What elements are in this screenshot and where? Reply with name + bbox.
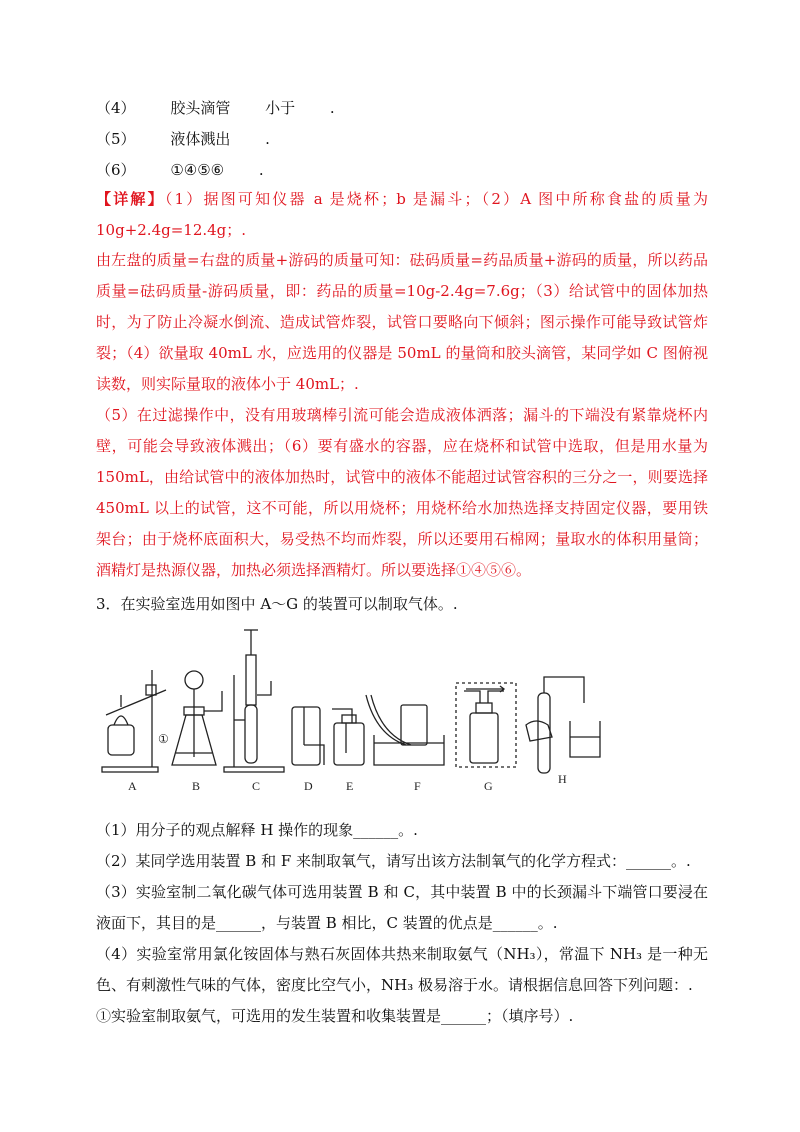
figure-label-g: G	[484, 779, 493, 793]
apparatus-c	[224, 630, 284, 772]
detail-tag: 【详解】	[96, 190, 165, 208]
question-3: （3）实验室制二氧化碳气体可选用装置 B 和 C，其中装置 B 中的长颈漏斗下端管口要浸在液面下，其目的是______，与装置 B 相比，C 装置的优点是______。.	[96, 883, 708, 932]
figure-label-c: C	[252, 779, 261, 793]
question-1: （1）用分子的观点解释 H 操作的现象______。.	[96, 821, 418, 839]
question-4-1: ①实验室制取氨气，可选用的发生装置和收集装置是______；（填序号）.	[96, 1007, 574, 1025]
apparatus-f	[366, 695, 444, 765]
question-4: （4）实验室常用氯化铵固体与熟石灰固体共热来制取氨气（NH₃），常温下 NH₃ 是一种无色、有刺激性气味的气体，密度比空气小，NH₃ 极易溶于水。请根据信息回答下列问题：.	[96, 945, 708, 994]
apparatus-d	[292, 707, 324, 765]
answer-dot: .	[329, 99, 335, 117]
apparatus-b	[172, 671, 222, 765]
apparatus-g	[456, 683, 516, 767]
apparatus-a	[102, 670, 166, 772]
answer-line-6	[96, 160, 264, 180]
answer-number: （4）	[96, 99, 136, 117]
apparatus-figure	[96, 625, 636, 795]
figure-label-a: A	[128, 779, 137, 793]
question-2: （2）某同学选用装置 B 和 F 来制取氧气，请写出该方法制氧气的化学方程式：______。.	[96, 852, 691, 870]
answer-number: （5）	[96, 130, 136, 148]
figure-marker: ①	[158, 732, 169, 746]
apparatus-h	[526, 677, 600, 773]
figure-label-e: E	[346, 779, 354, 793]
answer-dot: .	[258, 161, 264, 179]
question-stem: 3．在实验室选用如图中 A～G 的装置可以制取气体。.	[96, 595, 458, 613]
answer-value: 液体溅出	[170, 130, 231, 148]
detail-paragraph-3: （5）在过滤操作中，没有用玻璃棒引流可能会造成液体洒落；漏斗的下端没有紧靠烧杯内壁，可能会导致液体溅出；（6）要有盛水的容器，应在烧杯和试管中选取，但是用水量为 150mL，由给试管中的液体加热时，试管中的液体不能超过试管容积的三分之一，则要选择 450mL 以上的试管，这不可能，所以用烧杯；用烧杯给水加热选择支持固定仪器，要用铁架台；由于烧杯底面积大，易受热不均而炸裂，所以还要用石棉网；量取水的体积用量筒；酒精灯是热源仪器，加热必须选择酒精灯。所以要选择①④⑤⑥。	[96, 406, 708, 579]
figure-label-d: D	[304, 779, 313, 793]
detail-paragraph-1	[96, 184, 708, 246]
answer-line-4	[96, 98, 335, 118]
answer-value: ①④⑤⑥	[170, 161, 225, 179]
figure-label-h: H	[558, 772, 567, 786]
answer-dot: .	[265, 130, 270, 148]
answer-line-5	[96, 129, 270, 149]
detail-text: （1）据图可知仪器 a 是烧杯；b 是漏斗；（2）A 图中所称食盐的质量为 10g+2.4g=12.4g；.	[96, 190, 708, 239]
answer-value: 小于	[265, 99, 296, 117]
detail-paragraph-2: 由左盘的质量=右盘的质量+游码的质量可知：砝码质量=药品质量+游码的质量，所以药品质量=砝码质量-游码质量，即：药品的质量=10g-2.4g=7.6g；（3）给试管中的固体加热时，为了防止冷凝水倒流、造成试管炸裂，试管口要略向下倾斜；图示操作可能导致试管炸裂；（4）欲量取 40mL 水，应选用的仪器是 50mL 的量筒和胶头滴管，某同学如 C 图俯视读数，则实际量取的液体小于 40mL；.	[96, 251, 708, 393]
figure-label-f: F	[414, 779, 421, 793]
apparatus-e	[332, 709, 364, 765]
answer-number: （6）	[96, 161, 136, 179]
figure-label-b: B	[192, 779, 201, 793]
answer-value: 胶头滴管	[170, 99, 231, 117]
